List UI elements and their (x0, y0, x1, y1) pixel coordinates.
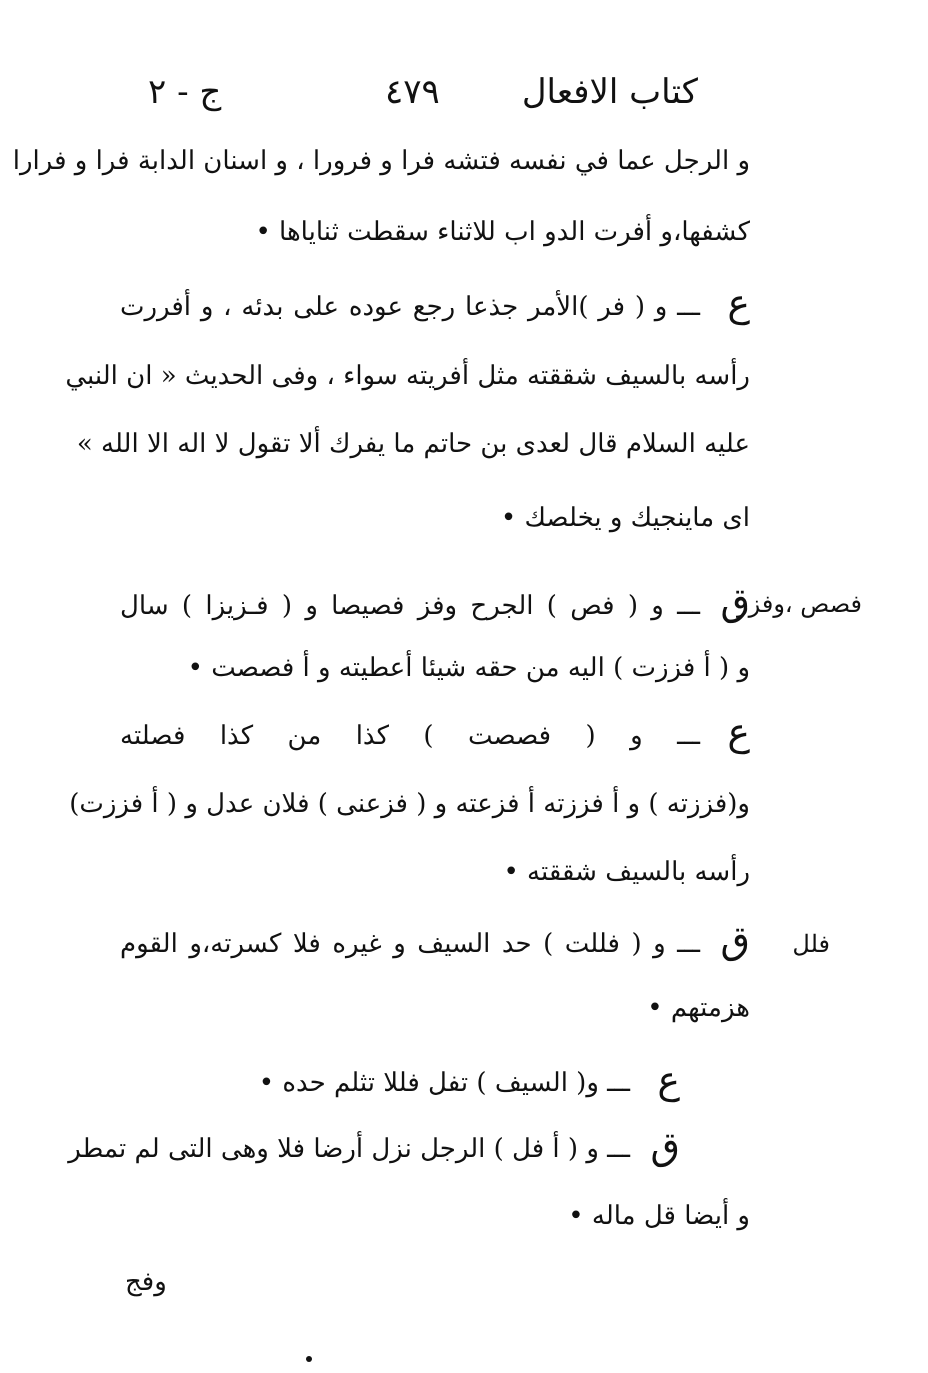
text-line-8: و ( أ فززت ) اليه من حقه شيئا أعطيته و أ فصصت • (187, 653, 750, 683)
text-line-7: ـــ و ( فص ) الجرح وفز فصيصا و ( فـزيزا ) سال (120, 591, 700, 621)
text-line-4: رأسه بالسيف شققته مثل أفريته سواء ، وفى الحديث « ان النبي (65, 361, 750, 391)
text-line-10: و(فززته ) و أ فززته أ فزعته و ( فزعنى ) فلان عدل و ( أ فززت) (69, 789, 750, 819)
text-line-15: ـــ و ( أ فل ) الرجل نزل أرضا فلا وهى التى لم تمطر (68, 1134, 630, 1164)
text-line-14: ـــ و( السيف ) تفل فللا تثلم حده • (258, 1068, 630, 1098)
text-line-2: كشفها،و أفرت الدو اب للاثناء سقطت ثناياها • (255, 217, 750, 247)
text-line-16: و أيضا قل ماله • (568, 1201, 750, 1231)
text-line-11: رأسه بالسيف شققته • (503, 857, 750, 887)
text-line-6: اى ماينجيك و يخلصك • (500, 503, 750, 533)
text-line-9: ـــ و ( فصصت ) كذا من كذا فصلته (120, 721, 700, 751)
label-ayn: ع (727, 710, 750, 754)
volume-number: ج - ٢ (148, 72, 222, 112)
ink-dot (306, 1356, 312, 1362)
label-ayn: ع (727, 281, 750, 325)
page-number: ٤٧٩ (385, 72, 440, 112)
text-line-1: و الرجل عما في نفسه فتشه فرا و فرورا ، و اسنان الدابة فرا و فرارا (12, 146, 750, 176)
label-ayn: ع (657, 1058, 680, 1102)
text-line-5: عليه السلام قال لعدى بن حاتم ما يفرك ألا تقول لا اله الا الله » (76, 429, 750, 459)
running-title: كتاب الافعال (521, 72, 698, 112)
label-qaf: ق (720, 580, 750, 624)
label-qaf: ق (650, 1124, 680, 1168)
label-qaf: ق (720, 918, 750, 962)
text-line-3: ـــ و ( فر )الأمر جذعا رجع عوده على بدئه ، و أفررت (120, 292, 700, 322)
margin-note-fasas: فصص ،وفزز (737, 590, 862, 618)
catchword: وفج (125, 1267, 167, 1297)
margin-note-falal: فلل (792, 930, 830, 958)
text-line-12: ـــ و ( فللت ) حد السيف و غيره فلا كسرته،و القوم (120, 929, 700, 959)
text-line-13: هزمتهم • (647, 993, 750, 1023)
